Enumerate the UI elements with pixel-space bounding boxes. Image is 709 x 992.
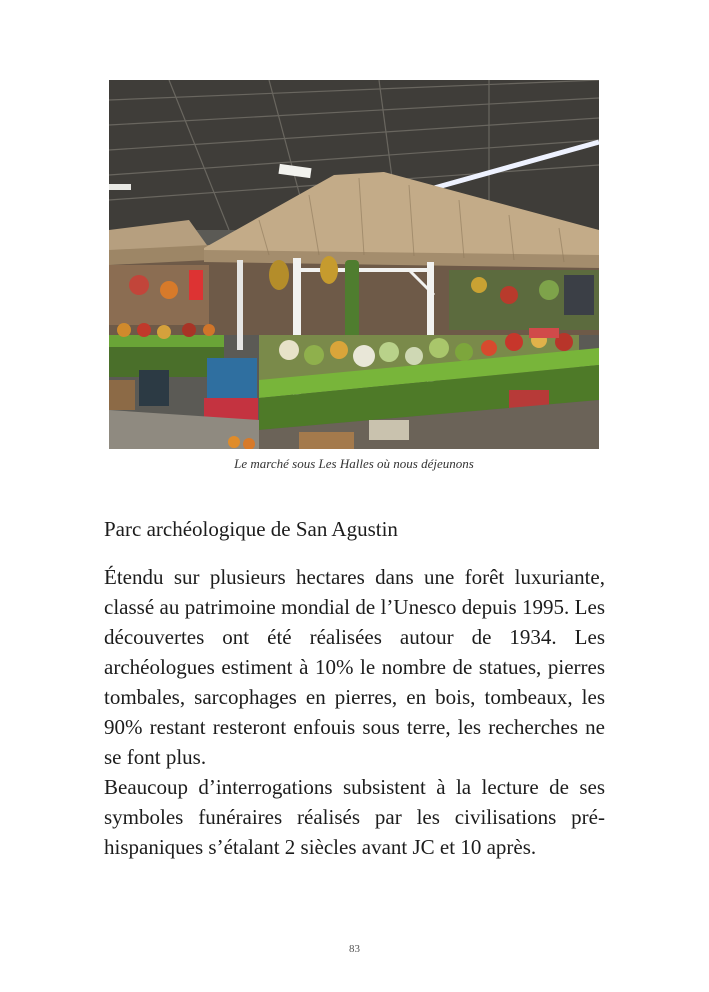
- body-text: [104, 562, 605, 862]
- market-photo: [109, 80, 599, 449]
- section-title: Parc archéologique de San Agustin: [104, 517, 398, 541]
- paragraph: Beaucoup d’interrogations subsistent à la lecture de ses symboles funéraires réalisés par les civilisations pré-hispaniques s’étalant 2 siècles avant JC et 10 après.: [104, 775, 605, 859]
- paragraph: Étendu sur plusieurs hectares dans une forêt luxuriante, classé au patrimoine mondial de l’Unesco depuis 1995. Les découvertes ont été réalisées autour de 1934. Les archéologues estiment à 10% le nombre de statues, pierres tombales, sarcophages en pierres, en bois, tombeaux, les 90% restant resteront enfouis sous terre, les recherches ne se font plus.: [104, 565, 605, 769]
- photo-caption: Le marché sous Les Halles où nous déjeunons: [234, 456, 474, 471]
- page-number: 83: [349, 943, 360, 955]
